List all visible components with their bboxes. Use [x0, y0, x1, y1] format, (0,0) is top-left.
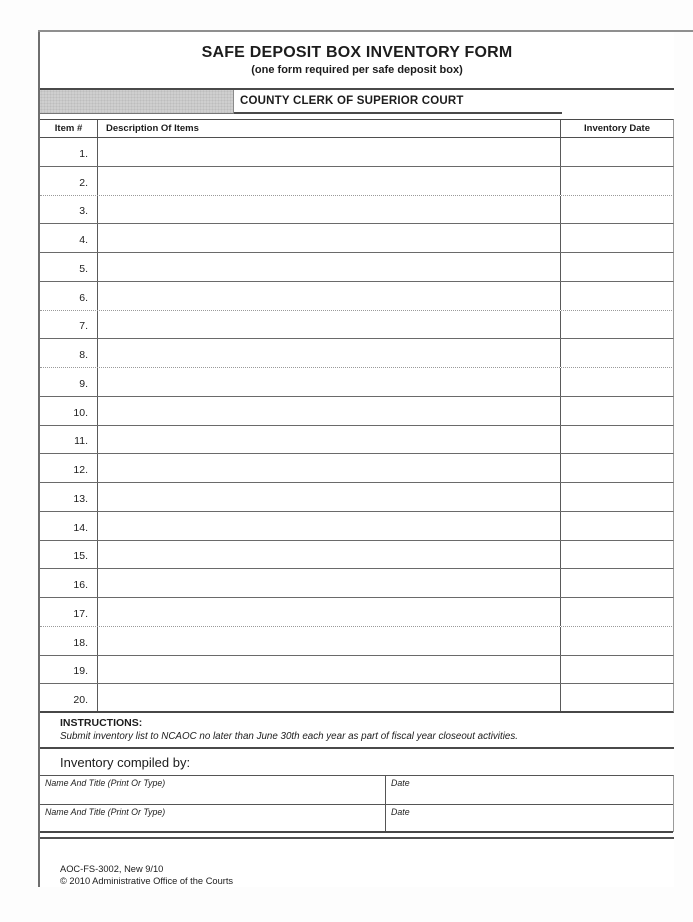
compiled-by-label: Inventory compiled by:	[60, 754, 191, 770]
inventory-date-cell[interactable]	[560, 426, 673, 454]
inventory-date-cell[interactable]	[560, 196, 673, 224]
table-row	[40, 311, 674, 340]
form-footer	[40, 863, 674, 887]
table-row	[40, 282, 674, 311]
item-number: 8.	[40, 339, 98, 367]
copyright: © 2010 Administrative Office of the Courts	[60, 876, 234, 886]
bottom-rule	[40, 837, 674, 839]
inventory-date-cell[interactable]	[560, 138, 673, 166]
item-number: 7.	[40, 311, 98, 339]
description-cell[interactable]	[98, 311, 560, 339]
item-number: 5.	[40, 253, 98, 281]
table-row	[40, 339, 674, 368]
table-row	[40, 684, 674, 713]
description-cell[interactable]	[98, 656, 560, 684]
table-row	[40, 656, 674, 685]
inventory-date-cell[interactable]	[560, 541, 673, 569]
table-row	[40, 541, 674, 570]
inventory-date-cell[interactable]	[560, 512, 673, 540]
inventory-date-cell[interactable]	[560, 311, 673, 339]
date-label: Date	[391, 778, 410, 788]
table-row	[40, 598, 674, 627]
description-cell[interactable]	[98, 483, 560, 511]
inventory-date-cell[interactable]	[560, 167, 673, 195]
table-row	[40, 167, 674, 196]
safe-deposit-form	[38, 32, 674, 887]
inventory-date-cell[interactable]	[560, 569, 673, 597]
table-row	[40, 368, 674, 397]
column-header-description: Description Of Items	[106, 123, 199, 134]
compiled-by-box	[40, 775, 674, 832]
table-row	[40, 397, 674, 426]
column-header-item: Item #	[40, 120, 98, 137]
inventory-date-cell[interactable]	[560, 454, 673, 482]
item-number: 17.	[40, 598, 98, 626]
inventory-date-cell[interactable]	[560, 253, 673, 281]
item-number: 9.	[40, 368, 98, 396]
column-header-inventory-date: Inventory Date	[560, 120, 673, 137]
description-cell[interactable]	[98, 512, 560, 540]
item-number: 6.	[40, 282, 98, 310]
date-field[interactable]	[386, 776, 673, 804]
inventory-date-cell[interactable]	[560, 598, 673, 626]
table-row	[40, 426, 674, 455]
table-row	[40, 224, 674, 253]
county-name-shaded-box[interactable]	[40, 90, 234, 114]
inventory-date-cell[interactable]	[560, 397, 673, 425]
description-cell[interactable]	[98, 167, 560, 195]
description-cell[interactable]	[98, 339, 560, 367]
description-cell[interactable]	[98, 684, 560, 711]
inventory-date-cell[interactable]	[560, 656, 673, 684]
name-title-label: Name And Title (Print Or Type)	[45, 778, 166, 788]
date-field[interactable]	[386, 805, 673, 832]
item-number: 15.	[40, 541, 98, 569]
item-number: 20.	[40, 684, 98, 711]
description-cell[interactable]	[98, 397, 560, 425]
inventory-date-cell[interactable]	[560, 368, 673, 396]
name-title-label: Name And Title (Print Or Type)	[45, 806, 166, 817]
compiled-by-row	[40, 805, 673, 834]
item-number: 14.	[40, 512, 98, 540]
compiled-by-row	[40, 776, 673, 805]
item-number: 10.	[40, 397, 98, 425]
description-cell[interactable]	[98, 282, 560, 310]
description-cell[interactable]	[98, 253, 560, 281]
name-title-field[interactable]	[40, 776, 386, 804]
description-cell[interactable]	[98, 368, 560, 396]
instructions-label: INSTRUCTIONS:	[60, 717, 143, 729]
instructions-section	[40, 713, 674, 749]
item-number: 11.	[40, 426, 98, 454]
description-cell[interactable]	[98, 569, 560, 597]
court-label: COUNTY CLERK OF SUPERIOR COURT	[234, 90, 562, 114]
inventory-date-cell[interactable]	[560, 684, 673, 711]
item-number: 12.	[40, 454, 98, 482]
item-number: 13.	[40, 483, 98, 511]
table-row	[40, 253, 674, 282]
table-row	[40, 138, 674, 167]
description-cell[interactable]	[98, 627, 560, 655]
item-number: 18.	[40, 627, 98, 655]
inventory-date-cell[interactable]	[560, 627, 673, 655]
table-header-row	[40, 119, 674, 138]
inventory-date-cell[interactable]	[560, 224, 673, 252]
description-cell[interactable]	[98, 196, 560, 224]
item-number: 4.	[40, 224, 98, 252]
inventory-date-cell[interactable]	[560, 339, 673, 367]
description-cell[interactable]	[98, 541, 560, 569]
table-row	[40, 483, 674, 512]
form-number: AOC-FS-3002, New 9/10	[60, 864, 164, 874]
item-number: 1.	[40, 138, 98, 166]
instructions-text: Submit inventory list to NCAOC no later than June 30th each year as part of fiscal year closeout activities.	[60, 731, 518, 742]
description-cell[interactable]	[98, 224, 560, 252]
table-row	[40, 196, 674, 225]
title-block	[40, 32, 674, 88]
table-row	[40, 454, 674, 483]
table-row	[40, 512, 674, 541]
item-number: 16.	[40, 569, 98, 597]
table-row	[40, 627, 674, 656]
description-cell[interactable]	[98, 138, 560, 166]
inventory-date-cell[interactable]	[560, 282, 673, 310]
court-header-band	[40, 88, 674, 114]
date-label: Date	[391, 806, 410, 817]
item-number: 2.	[40, 167, 98, 195]
description-cell[interactable]	[98, 598, 560, 626]
table-row	[40, 569, 674, 598]
item-number: 3.	[40, 196, 98, 224]
inventory-date-cell[interactable]	[560, 483, 673, 511]
description-cell[interactable]	[98, 454, 560, 482]
name-title-field[interactable]	[40, 805, 386, 832]
form-subtitle: (one form required per safe deposit box)	[251, 64, 463, 76]
description-cell[interactable]	[98, 426, 560, 454]
band-spacer	[562, 90, 674, 114]
form-title: SAFE DEPOSIT BOX INVENTORY FORM	[201, 44, 513, 61]
item-number: 19.	[40, 656, 98, 684]
